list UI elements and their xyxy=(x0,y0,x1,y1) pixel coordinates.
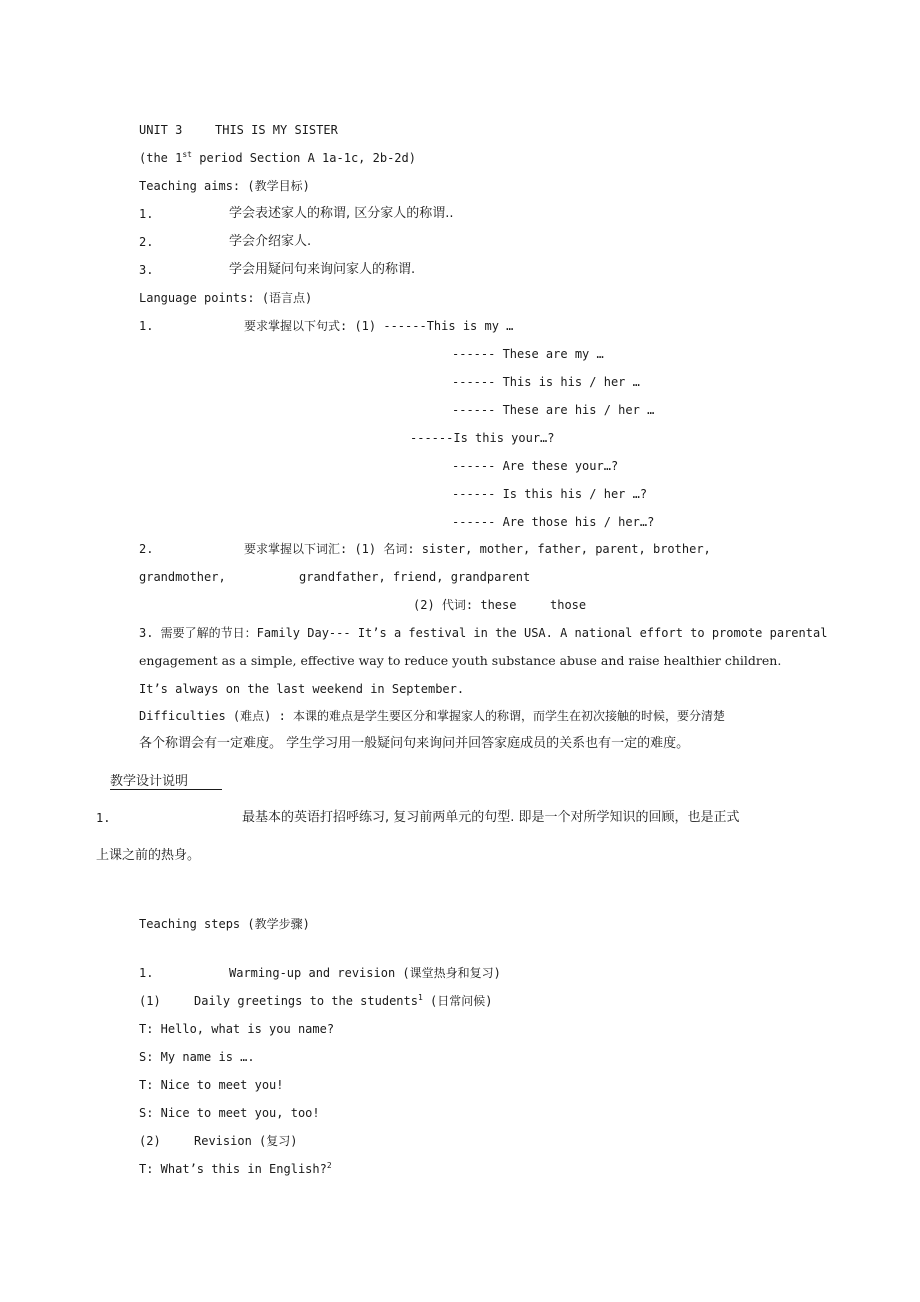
design-number: 1. xyxy=(96,811,111,825)
step-number: 1. xyxy=(139,966,154,980)
step-title: Warming-up and revision (课堂热身和复习) xyxy=(229,966,501,980)
dialog-line: T: What’s this in English?$^2$ xyxy=(139,1161,332,1176)
vocabulary-word: grandmother, xyxy=(139,570,226,584)
design-heading: 教学设计说明 xyxy=(110,774,222,790)
substep-number: (1) xyxy=(139,994,161,1008)
pronoun-word: those xyxy=(550,598,587,612)
steps-heading: Teaching steps (教学步骤) xyxy=(139,917,310,931)
sentence-pattern: ------ Are these your…? xyxy=(452,459,619,473)
vocabulary-words: grandfather, friend, grandparent xyxy=(299,570,531,584)
difficulties-line: 各个称谓会有一定难度。 学生学习用一般疑问句来询问并回答家庭成员的关系也有一定的难度。 xyxy=(139,736,690,751)
aim-number: 3. xyxy=(139,263,154,277)
pronoun-line: (2) 代词: these xyxy=(413,598,517,612)
unit-label: UNIT 3 xyxy=(139,123,183,137)
aim-text: 学会表述家人的称谓, 区分家人的称谓.. xyxy=(229,206,454,221)
festival-line: 3. 需要了解的节日：Family Day--- It’s a festival in the USA. A national effort to promote parental xyxy=(139,626,828,640)
sentence-pattern: ------ This is his / her … xyxy=(452,375,640,389)
substep-title: Revision (复习) xyxy=(194,1134,298,1148)
unit-title: THIS IS MY SISTER xyxy=(215,123,338,137)
language-heading: Language points: (语言点) xyxy=(139,291,313,305)
vocabulary-line: 要求掌握以下词汇: (1) 名词: sister, mother, father, parent, brother, xyxy=(244,542,711,556)
dialog-line: T: Nice to meet you! xyxy=(139,1078,284,1092)
aim-text: 学会介绍家人. xyxy=(229,234,312,249)
point-number: 1. xyxy=(139,319,154,333)
substep-title: Daily greetings to the students$^1$ (日常问候) xyxy=(194,993,493,1008)
sentence-pattern: ------ These are his / her … xyxy=(452,403,655,417)
sentence-pattern: ------ Are those his / her…? xyxy=(452,515,655,529)
dialog-line: T: Hello, what is you name? xyxy=(139,1022,335,1036)
point-text: 要求掌握以下句式: (1) ------This is my … xyxy=(244,319,514,333)
aim-text: 学会用疑问句来询问家人的称谓. xyxy=(229,262,416,277)
sentence-pattern: ------Is this your…? xyxy=(410,431,555,445)
festival-line: engagement as a simple, effective way to reduce youth substance abuse and raise healthier children. xyxy=(139,653,782,668)
sentence-pattern: ------ Is this his / her …? xyxy=(452,487,648,501)
difficulties-line: Difficulties (难点) : 本课的难点是学生要区分和掌握家人的称谓，而学生在初次接触的时候，要分清楚 xyxy=(139,709,726,723)
dialog-line: S: Nice to meet you, too! xyxy=(139,1106,320,1120)
aim-number: 1. xyxy=(139,207,154,221)
period-line: (the 1st period Section A 1a-1c, 2b-2d) xyxy=(139,150,416,165)
aim-number: 2. xyxy=(139,235,154,249)
festival-line: It’s always on the last weekend in September. xyxy=(139,682,465,696)
sentence-pattern: ------ These are my … xyxy=(452,347,604,361)
aims-heading: Teaching aims: (教学目标) xyxy=(139,179,310,193)
design-text: 最基本的英语打招呼练习, 复习前两单元的句型. 即是一个对所学知识的回顾，也是正式 xyxy=(242,810,740,825)
substep-number: (2) xyxy=(139,1134,161,1148)
point-number: 2. xyxy=(139,542,154,556)
dialog-line: S: My name is …. xyxy=(139,1050,255,1064)
design-text: 上课之前的热身。 xyxy=(96,848,201,863)
